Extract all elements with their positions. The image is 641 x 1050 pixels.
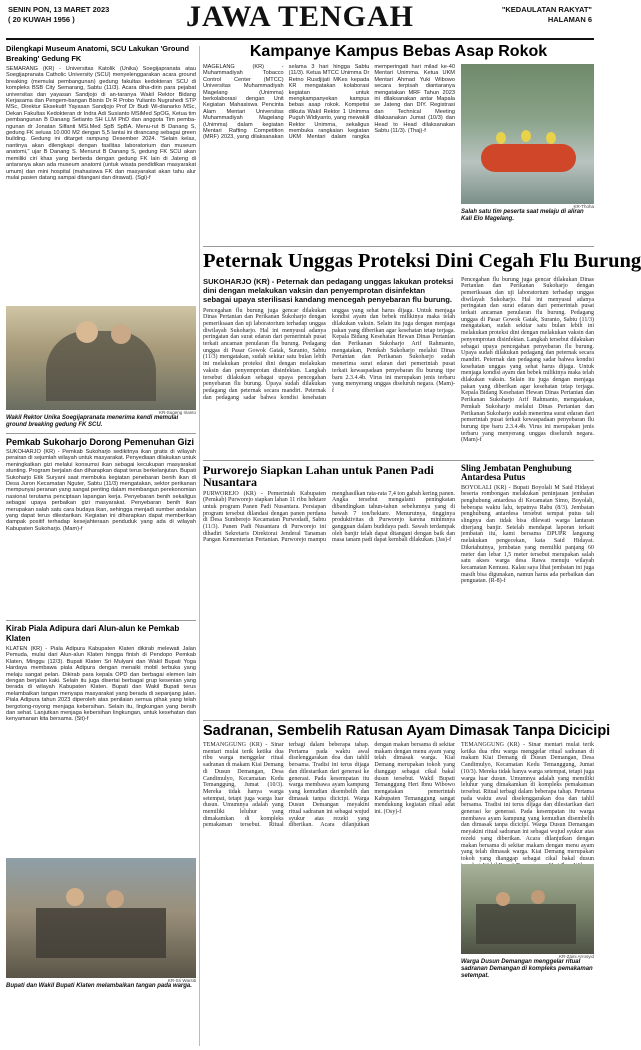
article-separator xyxy=(203,460,594,461)
article-flu-lead: SUKOHARJO (KR) - Peternak dan pedagang unggas lakukan proteksi dini dengan melakukan vaksin dan penyemprotan disinfektan sebagai upaya sterilisasi kandang mencegah penyebaran flu burung. xyxy=(203,276,454,304)
photo-credit-rafting: KR-Thoha xyxy=(573,204,594,209)
article-purworejo-title: Purworejo Siapkan Lahan untuk Panen Padi Nusantara xyxy=(203,462,434,489)
article-sadranan-title: Sadranan, Sembelih Ratusan Ayam Dimasak Tanpa Dicicipi xyxy=(203,722,611,739)
article-adipura-title: Kirab Piala Adipura dari Alun-alun ke Pemkab Klaten xyxy=(6,624,180,643)
article-sukoharjo-gizi xyxy=(6,437,196,617)
article-separator xyxy=(203,720,594,721)
article-jembatan xyxy=(461,464,594,717)
article-scu xyxy=(6,44,196,429)
article-separator xyxy=(6,620,196,621)
article-gizi-title: Pemkab Sukoharjo Dorong Pemenuhan Gizi xyxy=(6,437,195,447)
article-sadranan-body: TEMANGGUNG (KR) - Sinar mentari mulai terik ketika dua ribu warga menggelar ritual sadranan di makam Kiai Demang di Dusun Demangan, Desa Candimulyo, Kecamatan Kedu Temanggung, Jumat (10/3). Mereka tidak hanya warga setempat, tetapi juga warga luar dusun. Umumnya adalah yang memiliki leluhur yang dimakamkan di kompleks pemakaman tersebut. Ritual terbagi dalam beberapa tahap. Pertama pada waktu awal diselenggarakan doa dan tahlil bersama. Tradisi ini terus dijaga dan dilestarikan dari generasi ke generasi. Pada kesempatan itu warga membawa ayam kampung yang kemudian disembelih dan dimasak tanpa dicicipi. Warga Dusun Demangan meyakini ritual sadranan ini sebagai wujud syukur atas rezeki yang diberikan. Acara dilanjutkan dengan makan bersama di sekitar makam dengan menu ayam yang telah dimasak warga. Kiai Demang merupakan tokoh yang dianggap sebagai cikal bakal dusun tersebut. Wakil Bupati Temanggung Heri Ibnu Wibowo mengatakan pemerintah Kabupaten Temanggung sangat mendukung kegiatan ritual adat ini. (Osy)-f xyxy=(203,742,455,829)
article-kampus-rokok xyxy=(203,44,594,242)
photo-credit-adipura: KR-Sri Warsiti xyxy=(167,978,196,983)
article-rokok-title: Kampanye Kampus Bebas Asap Rokok xyxy=(249,43,548,60)
article-separator xyxy=(6,433,196,434)
article-gizi-body: SUKOHARJO (KR) - Pemkab Sukoharjo sedikitnya ikan gratis di wilayah perairan di sejumlah wilayah untuk masyarakat. Penyediaan dilakukan untuk meningkatkan gizi melalui konsumsi ikan sebagai kecukupan masyarakat stunting. Program berjalan dan diharapkan dapat terus berkelanjutan. Bupati Sukoharjo Etik Suryani saat membuka kegiatan penebaran benih ikan di Desa Juron Kecamatan Nguter, Sabtu (11/3) mengatakan, sektor perikanan mempunyai peranan yang sangat penting dalam membangun perekonomian nasional terutama penciptaan lapangan kerja. Penyebaran benih sekaligus sebagai upaya perbaikan gizi masyarakat. Penyebaran benih ikan merupakan salah satu cara budaya ikan, sehingga menjadi sumber andalan yang dapat terus dilestarikan. Kegiatan ini diharapkan dapat memberikan dampak positif terhadap kesejahteraan penduduk yang ada di wilayah Kabupaten Sukoharjo. (Mam)-f xyxy=(6,449,196,532)
article-flu-title: Peternak Unggas Proteksi Dini Cegah Flu Burung xyxy=(203,250,641,272)
photo-adipura xyxy=(6,858,196,978)
photo-caption-sadranan: Warga Dusun Demangan menggelar ritual sadranan Demangan di kompleks pemakaman setempat. xyxy=(461,959,593,979)
photo-ground-breaking xyxy=(6,306,196,410)
article-jembatan-body: BOYOLALI (KR) - Bupati Boyolali M Said Hidayat beserta rombongan melakukan peninjauan jembatan penghubung antardesa di Kecamatan Simo, Boyolali, beberapa waktu lalu, tepatnya Rabu (8/3). Jembatan penghubung antardesa tersebut sempat putus tali slingnya dan tidak bisa dilewati warga lantaran diterjang banjir. Setelah mendapat laporan terkait jembatan itu, kami bersama DPUPR langsung melakukan pengecekan, kata Said Hidayat. Diketahuinya, jembatan yang memiliki panjang 60 meter dan lebar 1,5 meter tersebut merupakan salah satu akses warga desa Rawa menuju wilayah kecamatan Kemusu. Kalau saya lihat jembatan ini juga masih bisa digunakan, namun harus ada perbaikan dan penguatan. (R-8)-f xyxy=(461,484,594,585)
article-separator xyxy=(203,246,594,247)
issue-year: ( 20 KUWAH 1956 ) xyxy=(8,15,75,24)
article-flu-body-cont: Pencegahan flu burung juga gencar dilakukan Dinas Pertanian dan Perikanan Sukoharjo dengan pemeriksaan dan uji laboratorium terhadap unggas diwilayah Sukoharjo. Hal ini menyusul adanya peringatan dan surat edaran dari pemerintah pusat terkait ancaman penularan flu burung. Pedagang unggas di Pasar Gowok Gatak, Suranto, Sabtu (11/3) mengatakan, sudah sekitar satu bulan lebih ini melakukan proteksi dini dengan melakukan vaksin dan penyemprotan disinfektan. Langkah tersebut dilakukan sebagai upaya pencegahan penyebaran flu burung. Upaya sudah dilakukan pedagang dan peternak secara mandiri. Peternak dan pedagang sadar bahwa kondisi kesehatan unggas yang sehat harus dijaga. Untuk menjaga kondisi ayam dan bebek milikinya maka telah dilakukan vaksin. Selain itu juga dengan menjaga pakan yang diberikan agar kesehatan tetap terjaga. Kepala Bidang Kesehatan Hewan Dinas Pertanian dan Perikanan Sukoharjo Arif Rahmanto, mengatakan, Pemkab Sukoharjo melalui Dinas Pertanian dan Perikanan Sukoharjo sudah menerima surat edaran dari pemerintah pusat terkait kewaspadaan penyebaran flu burung tipe baru 2.3.4.4b. Virus ini merupakan jenis terbaru yang menyerang unggas diseluruh negara. (Mam)-f xyxy=(461,276,594,444)
article-purworejo xyxy=(203,464,455,717)
column-divider xyxy=(199,46,200,1046)
photo-credit-sadranan: KR-Zaini Arrosyid xyxy=(558,954,594,959)
article-scu-body: SEMARANG (KR) - Universitas Katolik (Unika) Soegijapranata atau Soegijapranata Catholic University (SCU) menyelenggarakan acara ground breaking (memulai pembangunan) gedung fakultas kedokteran SCU di kompleks BSB City Semarang, Sabtu (11/3). Acara diha-dirin para pejabat universitas dan yayasan Sandjojo di an-taranya Wakil Rektor Bidang Kerjasama dan Pengem-bangan Bisnis Dr R Probo Yulianto Nugrahedi STP MSc, Direktur Eksekutif Yayasan Sandjojo Prof Dr Budi Wi-dianarko MSc, Dekan Fakultas Kedokteran dr Indra Adi Susianto MSiMed SpOG, Ketua tim pembangunan B Danang Setianto SH LLM PhD dan anggota Tim pemba-ngunan dr Jonatan Silfanti MSi.Med SpB SpBA. Menu-rut B Danang S, gedung FK seluas 10.000 M2 dengan 5,5 lantai ini dirancang sebagai green building. Gedung ini ditarget rampung Desember 2024. "Selain kelas, nantinya akan dilengkapi dengan fasilitas laboratorium dan museum anatomi," ujar B Danang S. Menurut B Danang S, gedung FK SCU akan memiliki ciri khas yang berbeda dengan gedung FK lain di Jateng di antaranya akan ada museum anatomi (untuk wisata pendidikan masyarakat umum) dan mini hospital (mahasiswa FK dan masyarakat akan tahu alur mulai pasien datang sampai ditangani dan dirawat). (Sgi)-f xyxy=(6,66,196,181)
article-adipura-body: KLATEN (KR) - Piala Adipura Kabupaten Klaten dikirab melewati Jalan Pemuda, mulai dari Alun-alun Klaten hingga finish di Pendopo Pemkab Klaten, Minggu (12/3). Bupati Klaten Sri Mulyani dan Wakil Bupati Yoga Hardaya membawa piala Adipura dengan menaiki mobil terbuka yang melaju sangat pelan. Dikirab para kepala OPD dan berbagai elemen lain dengan berjalan kaki. Selain itu juga disertai berbagai grup kesenian yang berada di wilayah Kabupaten Klaten. Bupati dan Wakil Bupati terus melambaikan tangan menyapa masyarakat yang berada di sepanjang jalan. Piala Adipura tahun 2023 diperoleh atas penilaian semua pihak yang telah bergotong-royong menjaga kebersihan. Selain itu, lingkungan yang bersih dan sehat. Lanjutkan menjaga kebersihan lingkungan, untuk kesehatan dan kenyamanan kita bersama. (Sit)-f xyxy=(6,646,196,723)
photo-caption-adipura: Bupati dan Wakil Bupati Klaten melambaikan tangan pada warga. xyxy=(6,983,192,989)
photo-credit-scu: KR-Sugeng Irianto xyxy=(158,410,196,415)
article-purworejo-body: PURWOREJO (KR) - Pemerintah Kabupaten (Pemkab) Purworejo siapkan lahan 11 ribu hektare untuk program Panen Padi Nusantara. Persiapan program tersebut dilandasi dengan panen perdana di Desa Sumberejo Kecamatan Purwodadi, Sabtu (11/3). Panen Padi Nusantara di Purworejo ini dihadiri Sekretaris Direktorat Jenderal Tanaman Pangan Kementerian Pertanian. Purworejo mampu menghasilkan rata-rata 7,4 ton gabah kering panen. Angka tersebut mengalami peningkatan dibandingkan tahun-tahun sebelumnya yang di bawah 7 ton/hektare. Menurutnya, tingginya produktivitas di Purworejo karena minimnya gangguan dalam budidaya padi. Sawah terdampak oleh banjir telah dapat ditangani dengan baik dan masa tanam padi dapat kembali dilakukan. (Jas)-f xyxy=(203,490,455,544)
issue-date: SENIN PON, 13 MARET 2023 xyxy=(8,5,110,14)
masthead: JAWA TENGAH xyxy=(185,0,414,33)
article-sadranan-body-cont: TEMANGGUNG (KR) - Sinar mentari mulai terik ketika dua ribu warga menggelar ritual sadranan di makam Kiai Demang di Dusun Demangan, Desa Candimulyo, Kecamatan Kedu Temanggung, Jumat (10/3). Mereka tidak hanya warga setempat, tetapi juga warga luar dusun. Umumnya adalah yang memiliki leluhur yang dimakamkan di kompleks pemakaman tersebut. Ritual terbagi dalam beberapa tahap. Pertama pada waktu awal diselenggarakan doa dan tahlil bersama. Tradisi ini terus dijaga dan dilestarikan dari generasi ke generasi. Pada kesempatan itu warga membawa ayam kampung yang kemudian disembelih dan dimasak tanpa dicicipi. Warga Dusun Demangan meyakini ritual sadranan ini sebagai wujud syukur atas rezeki yang diberikan. Acara dilanjutkan dengan makan bersama di sekitar makam dengan menu ayam yang telah dimasak warga. Kiai Demang merupakan tokoh yang dianggap sebagai cikal bakal dusun xyxy=(461,742,594,862)
article-sadranan xyxy=(203,722,611,983)
header-right xyxy=(442,5,592,25)
article-scu-title: Dilengkapi Museum Anatomi, SCU Lakukan 'Ground Breaking' Gedung FK xyxy=(6,44,189,63)
article-jembatan-title: Sling Jembatan Penghubung Antardesa Putus xyxy=(461,462,572,482)
header-rule xyxy=(6,38,594,40)
article-rokok-body: MAGELANG (KR) - Muhammadiyah Tobacco Control Center (MTCC) Universitas Muhammadiyah Magelang (Unimma) berkolaborasi dengan Unit Kegiatan Mahasiswa Pencinta Alam Mentari Universitas Muhammadiyah Magelang (Unimma) dalam kegiatan Mentari Rafting Competition (MRF) 2023, yang dilaksanakan selama 3 hari hingga Sabtu (11/3). Ketua MTCC Unimma Dr Retno Rusdjijati MKes kepada KR mengatakan kolaborasi kegiatan untuk mengkampanyekan kampus bebas asap rokok. Kompetisi diikuta Wakil Rektor 1 Unimma Puguh Widiyanto, yang mewakili Rektor Unimma, sekaligus membuka rangkaian kegiatan UKM Mentari dalam rangka memperingati hari milad ke-40 Mentari Unimma. Ketua UKM Mentari Ahmad Yuki Wibowo secara terpisah diantaranya mengatakan MRF Tahun 2023 ini dilaksanakan antar Mapala se Jateng dan DIY. Registrasi dan Technical Meeting dilaksanakan Jumat (10/3) dan Head to Head dilaksanakan Sabtu (11/3). (Thaj)-f xyxy=(203,64,455,141)
article-flu-body: Pencegahan flu burung juga gencar dilakukan Dinas Pertanian dan Perikanan Sukoharjo dengan pemeriksaan dan uji laboratorium terhadap unggas diwilayah Sukoharjo. Hal ini menyusul adanya peringatan dan surat edaran dari pemerintah pusat terkait ancaman penularan flu burung. Pedagang unggas di Pasar Gowok Gatak, Suranto, Sabtu (11/3) mengatakan, sudah sekitar satu bulan lebih ini melakukan proteksi dini dengan melakukan vaksin dan penyemprotan disinfektan. Langkah tersebut dilakukan sebagai upaya pencegahan penyebaran flu burung. Upaya sudah dilakukan pedagang dan peternak secara mandiri. Peternak dan pedagang sadar bahwa kondisi kesehatan unggas yang sehat harus dijaga. Untuk menjaga kondisi ayam dan bebek milikinya maka telah dilakukan vaksin. Selain itu juga dengan menjaga pakan yang diberikan agar kesehatan tetap terjaga. Kepala Bidang Kesehatan Hewan Dinas Pertanian dan Perikanan Sukoharjo Arif Rahmanto, mengatakan, Pemkab Sukoharjo melalui Dinas Pertanian dan Perikanan Sukoharjo sudah menerima surat edaran dari pemerintah pusat terkait kewaspadaan penyebaran flu burung tipe baru 2.3.4.4b. Virus ini merupakan jenis terbaru yang menyerang unggas diseluruh negara. (Mam)-f xyxy=(203,307,455,401)
page-number: HALAMAN 6 xyxy=(547,15,592,24)
article-flu-burung xyxy=(203,250,641,457)
right-column xyxy=(203,43,641,1044)
photo-sadranan xyxy=(461,864,594,954)
header-left xyxy=(8,5,158,25)
photo-rafting xyxy=(461,64,594,204)
left-column xyxy=(6,44,196,1044)
photo-caption-rafting: Salah satu tim peserta saat melaju di aliran Kali Elo Magelang. xyxy=(461,209,584,222)
article-adipura xyxy=(6,624,196,990)
photo-caption-scu: Wakil Rektor Unika Soegijapranata menerima kendi memulai ground breaking gedung FK SCU. xyxy=(6,415,179,428)
slogan: "KEDAULATAN RAKYAT" xyxy=(501,5,592,14)
